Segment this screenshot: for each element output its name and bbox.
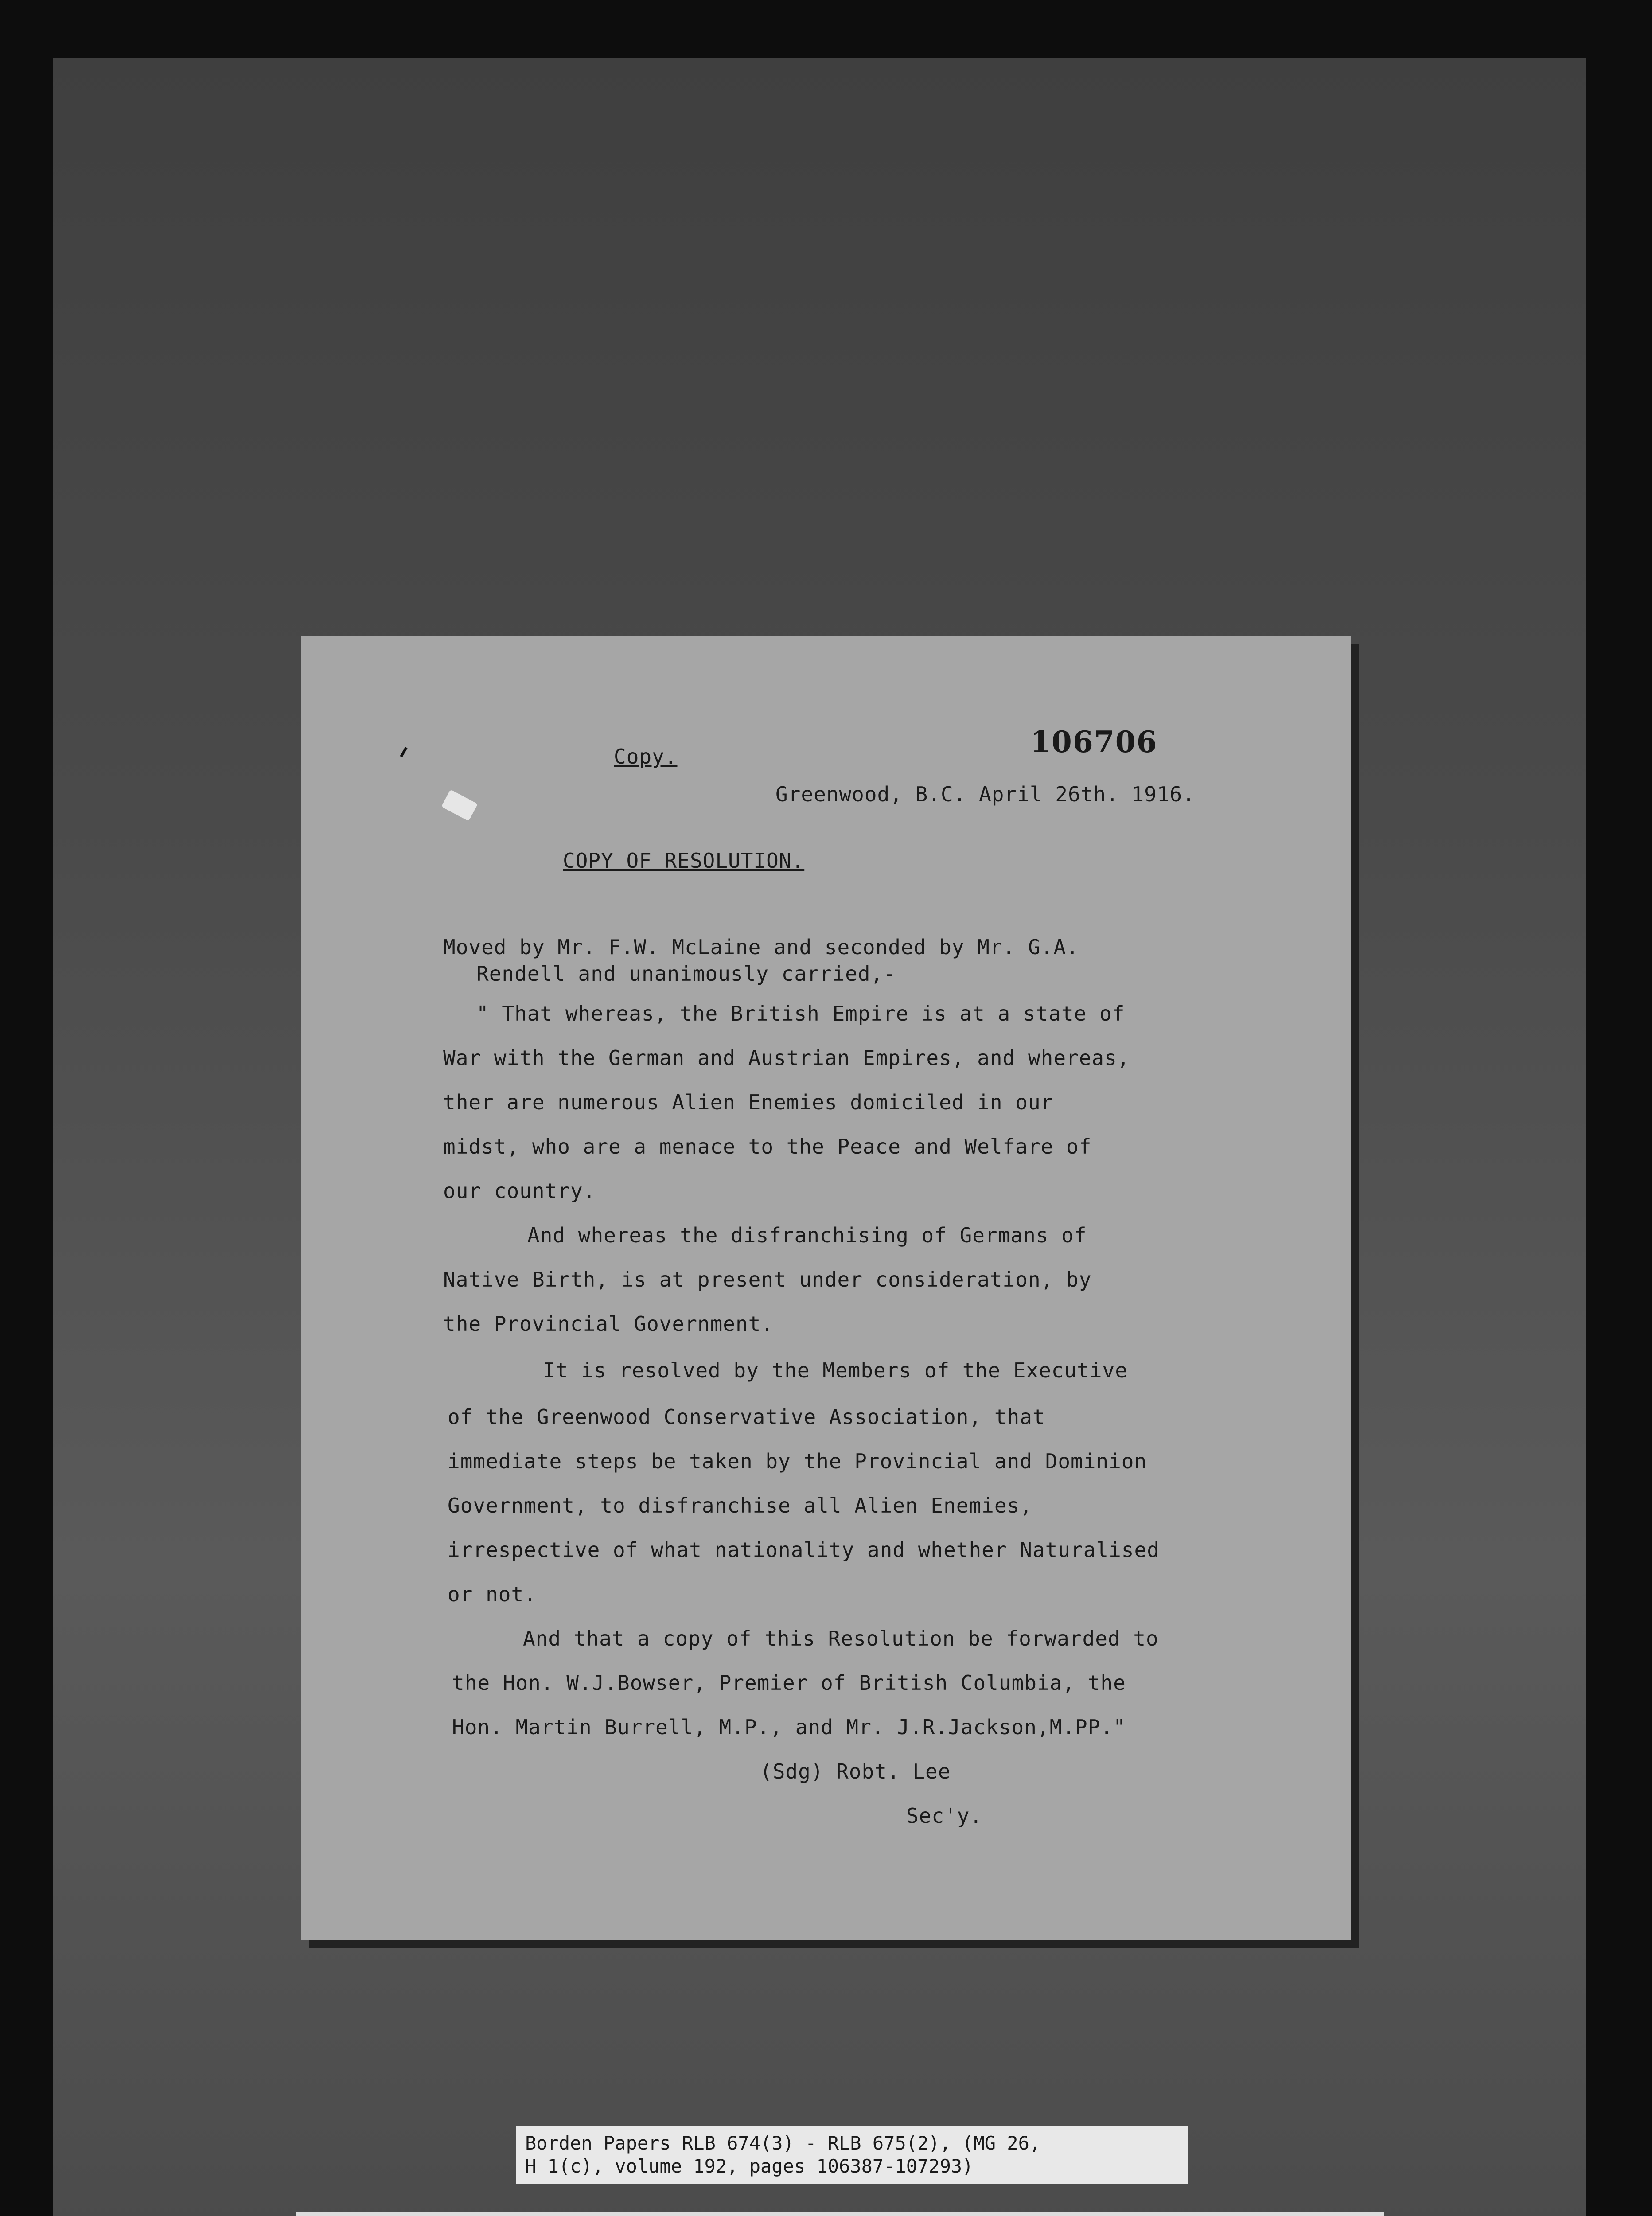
citation-line-2: H 1(c), volume 192, pages 106387-107293): [525, 2155, 974, 2177]
body-line: " That whereas, the British Empire is at a state of: [476, 1002, 1125, 1026]
signature: (Sdg) Robt. Lee: [760, 1760, 951, 1783]
body-line: Hon. Martin Burrell, M.P., and Mr. J.R.Jackson,M.PP.": [452, 1715, 1126, 1739]
moved-line-1: Moved by Mr. F.W. McLaine and seconded by Mr. G.A.: [443, 935, 1079, 959]
body-line: And that a copy of this Resolution be forwarded to: [523, 1627, 1159, 1650]
body-line: Native Birth, is at present under consideration, by: [443, 1268, 1092, 1291]
body-line: our country.: [443, 1179, 596, 1203]
body-line: or not.: [448, 1582, 537, 1606]
body-line: Government, to disfranchise all Alien Enemies,: [448, 1494, 1032, 1518]
body-line: midst, who are a menace to the Peace and Welfare of: [443, 1135, 1092, 1159]
copy-label: Copy.: [614, 745, 678, 769]
document-page: [301, 636, 1351, 1940]
pen-mark: [400, 747, 407, 757]
signature-title: Sec'y.: [906, 1804, 983, 1828]
body-line: War with the German and Austrian Empires, and whereas,: [443, 1046, 1130, 1070]
body-line: of the Greenwood Conservative Association, that: [448, 1405, 1045, 1429]
body-line: irrespective of what nationality and whether Naturalised: [448, 1538, 1160, 1562]
place-date: Greenwood, B.C. April 26th. 1916.: [775, 782, 1195, 806]
moved-line-2: Rendell and unanimously carried,-: [476, 962, 896, 986]
document-number: 106706: [1030, 725, 1158, 759]
archives-card: [296, 2212, 1384, 2216]
body-line: the Hon. W.J.Bowser, Premier of British Columbia, the: [452, 1671, 1126, 1695]
citation-label: [516, 2126, 1188, 2184]
body-line: And whereas the disfranchising of Germans of: [527, 1223, 1087, 1247]
body-line: immediate steps be taken by the Provincial and Dominion: [448, 1449, 1147, 1473]
pin-hole-mark: [441, 789, 478, 821]
body-line: It is resolved by the Members of the Executive: [543, 1358, 1128, 1382]
citation-line-1: Borden Papers RLB 674(3) - RLB 675(2), (MG 26,: [525, 2132, 1041, 2154]
body-line: the Provincial Government.: [443, 1312, 774, 1336]
resolution-heading: COPY OF RESOLUTION.: [563, 849, 805, 873]
body-line: ther are numerous Alien Enemies domiciled in our: [443, 1090, 1054, 1114]
